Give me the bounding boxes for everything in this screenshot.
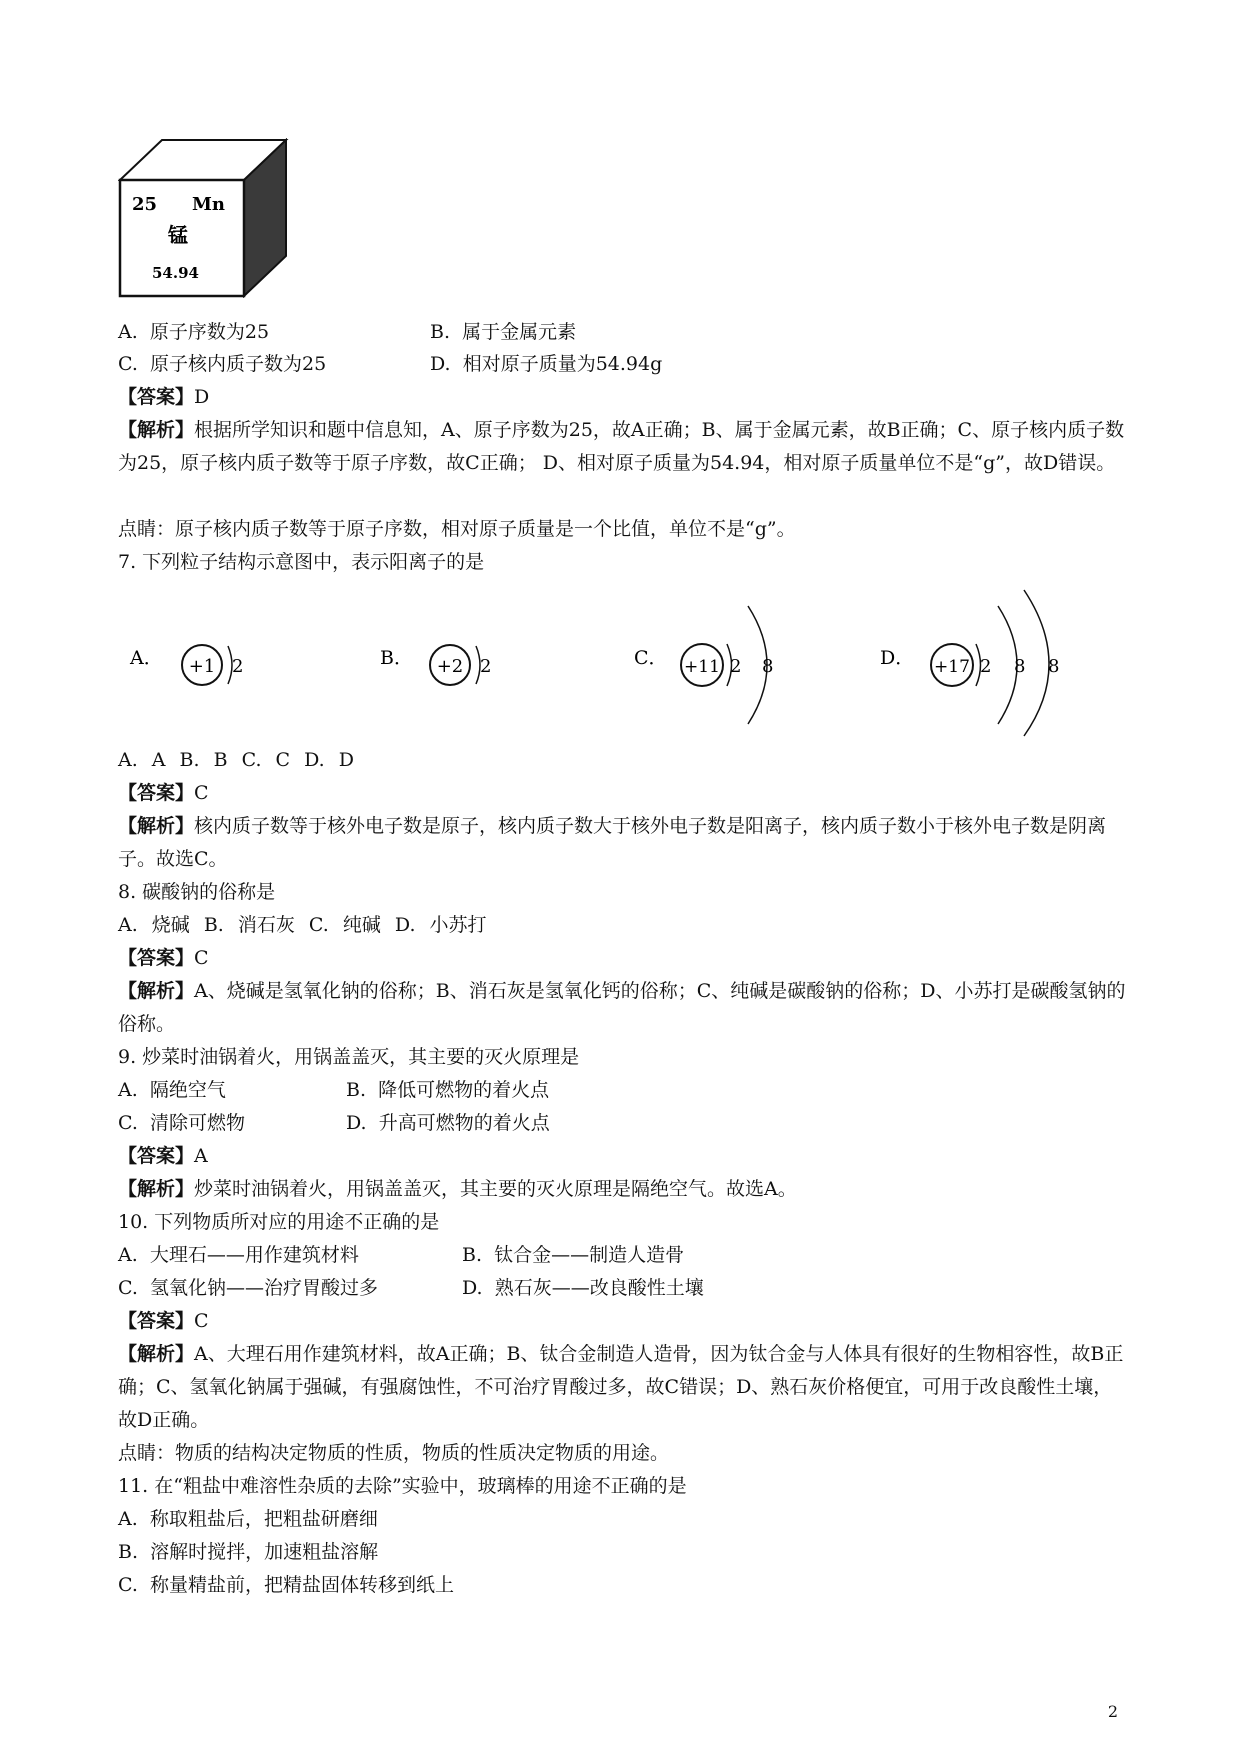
diagram-c-label: C．	[634, 647, 668, 669]
q9-option-d: D. 升高可燃物的着火点	[346, 1112, 550, 1134]
diagram-c-charge: +11	[684, 657, 720, 677]
diagram-d-shell-3	[1024, 590, 1049, 736]
diagram-b-electrons-1: 2	[480, 656, 492, 677]
q8-analysis: 【解析】A、烧碱是氢氧化钠的俗称；B、消石灰是氢氧化钙的俗称；C、纯碱是碳酸钠的俗称；D、小苏打是碳酸氢钠的俗称。	[118, 980, 1126, 1035]
q9-option-a: A. 隔绝空气	[118, 1079, 226, 1101]
q10-option-c: C. 氢氧化钠——治疗胃酸过多	[118, 1277, 379, 1299]
q10-option-b: B. 钛合金——制造人造骨	[462, 1244, 685, 1266]
diagram-a-label: A．	[130, 647, 163, 669]
atom-structure-diagrams	[118, 588, 1078, 738]
diagram-d-electrons-3: 8	[1048, 656, 1060, 677]
element-number: 25	[132, 194, 158, 215]
q7-answer: 【答案】C	[118, 782, 209, 804]
q11-option-a: A. 称取粗盐后，把粗盐研磨细	[118, 1508, 378, 1530]
diagram-a-electrons-1: 2	[232, 656, 244, 677]
q10-stem: 10. 下列物质所对应的用途不正确的是	[118, 1211, 440, 1233]
q7-stem: 7. 下列粒子结构示意图中，表示阳离子的是	[118, 551, 485, 573]
q9-stem: 9. 炒菜时油锅着火，用锅盖盖灭，其主要的灭火原理是	[118, 1046, 580, 1068]
q9-analysis: 【解析】炒菜时油锅着火，用锅盖盖灭，其主要的灭火原理是隔绝空气。故选A。	[118, 1178, 797, 1200]
q6-analysis: 【解析】根据所学知识和题中信息知，A、原子序数为25，故A正确；B、属于金属元素，故B正确；C、原子核内质子数为25，原子核内质子数等于原子序数，故C正确； D、相对原子质量为54.94，相对原子质量单位不是“g”，故D错误。	[118, 419, 1125, 474]
q6-option-d: D. 相对原子质量为54.94g	[430, 353, 663, 375]
q7-options: A. A B. B C. C D. D	[118, 749, 354, 771]
q6-answer: 【答案】D	[118, 386, 210, 408]
q6-option-a: A. 原子序数为25	[118, 321, 270, 343]
q6-note: 点睛：原子核内质子数等于原子序数，相对原子质量是一个比值，单位不是“g”。	[118, 518, 796, 540]
diagram-d-electrons-1: 2	[980, 656, 992, 677]
diagram-d-label: D．	[880, 647, 915, 669]
q6-option-b: B. 属于金属元素	[430, 321, 577, 343]
q8-answer: 【答案】C	[118, 947, 209, 969]
diagram-c-electrons-1: 2	[730, 656, 742, 677]
q8-options: A. 烧碱 B. 消石灰 C. 纯碱 D. 小苏打	[118, 914, 487, 936]
element-name: 锰	[168, 223, 188, 247]
q10-option-d: D. 熟石灰——改良酸性土壤	[462, 1277, 704, 1299]
diagram-d-charge: +17	[934, 657, 970, 677]
q6-option-c: C. 原子核内质子数为25	[118, 353, 327, 375]
element-mass: 54.94	[152, 264, 199, 282]
diagram-a-charge: +1	[188, 656, 216, 677]
q7-analysis: 【解析】核内质子数等于核外电子数是原子，核内质子数大于核外电子数是阳离子，核内质子数小于核外电子数是阴离子。故选C。	[118, 815, 1107, 870]
diagram-c-electrons-2: 8	[762, 656, 774, 677]
q11-stem: 11. 在“粗盐中难溶性杂质的去除”实验中，玻璃棒的用途不正确的是	[118, 1475, 687, 1497]
q11-option-b: B. 溶解时搅拌，加速粗盐溶解	[118, 1541, 379, 1563]
q10-analysis: 【解析】A、大理石用作建筑材料，故A正确；B、钛合金制造人造骨，因为钛合金与人体具有很好的生物相容性，故B正确；C、氢氧化钠属于强碱，有强腐蚀性，不可治疗胃酸过多，故C错误；D、熟石灰价格便宜，可用于改良酸性土壤，故D正确。	[118, 1343, 1124, 1431]
q8-stem: 8. 碳酸钠的俗称是	[118, 881, 276, 903]
q10-option-a: A. 大理石——用作建筑材料	[118, 1244, 359, 1266]
element-symbol: Mn	[192, 194, 226, 215]
q10-note: 点睛：物质的结构决定物质的性质，物质的性质决定物质的用途。	[118, 1442, 670, 1464]
element-card-figure	[118, 138, 298, 298]
q9-option-b: B. 降低可燃物的着火点	[346, 1079, 550, 1101]
diagram-b-label: B．	[380, 647, 413, 669]
q9-option-c: C. 清除可燃物	[118, 1112, 246, 1134]
q9-answer: 【答案】A	[118, 1145, 208, 1167]
q11-option-c: C. 称量精盐前，把精盐固体转移到纸上	[118, 1574, 455, 1596]
page-number: 2	[1107, 1702, 1118, 1721]
q10-answer: 【答案】C	[118, 1310, 209, 1332]
diagram-d-electrons-2: 8	[1014, 656, 1026, 677]
diagram-b-charge: +2	[436, 656, 464, 677]
